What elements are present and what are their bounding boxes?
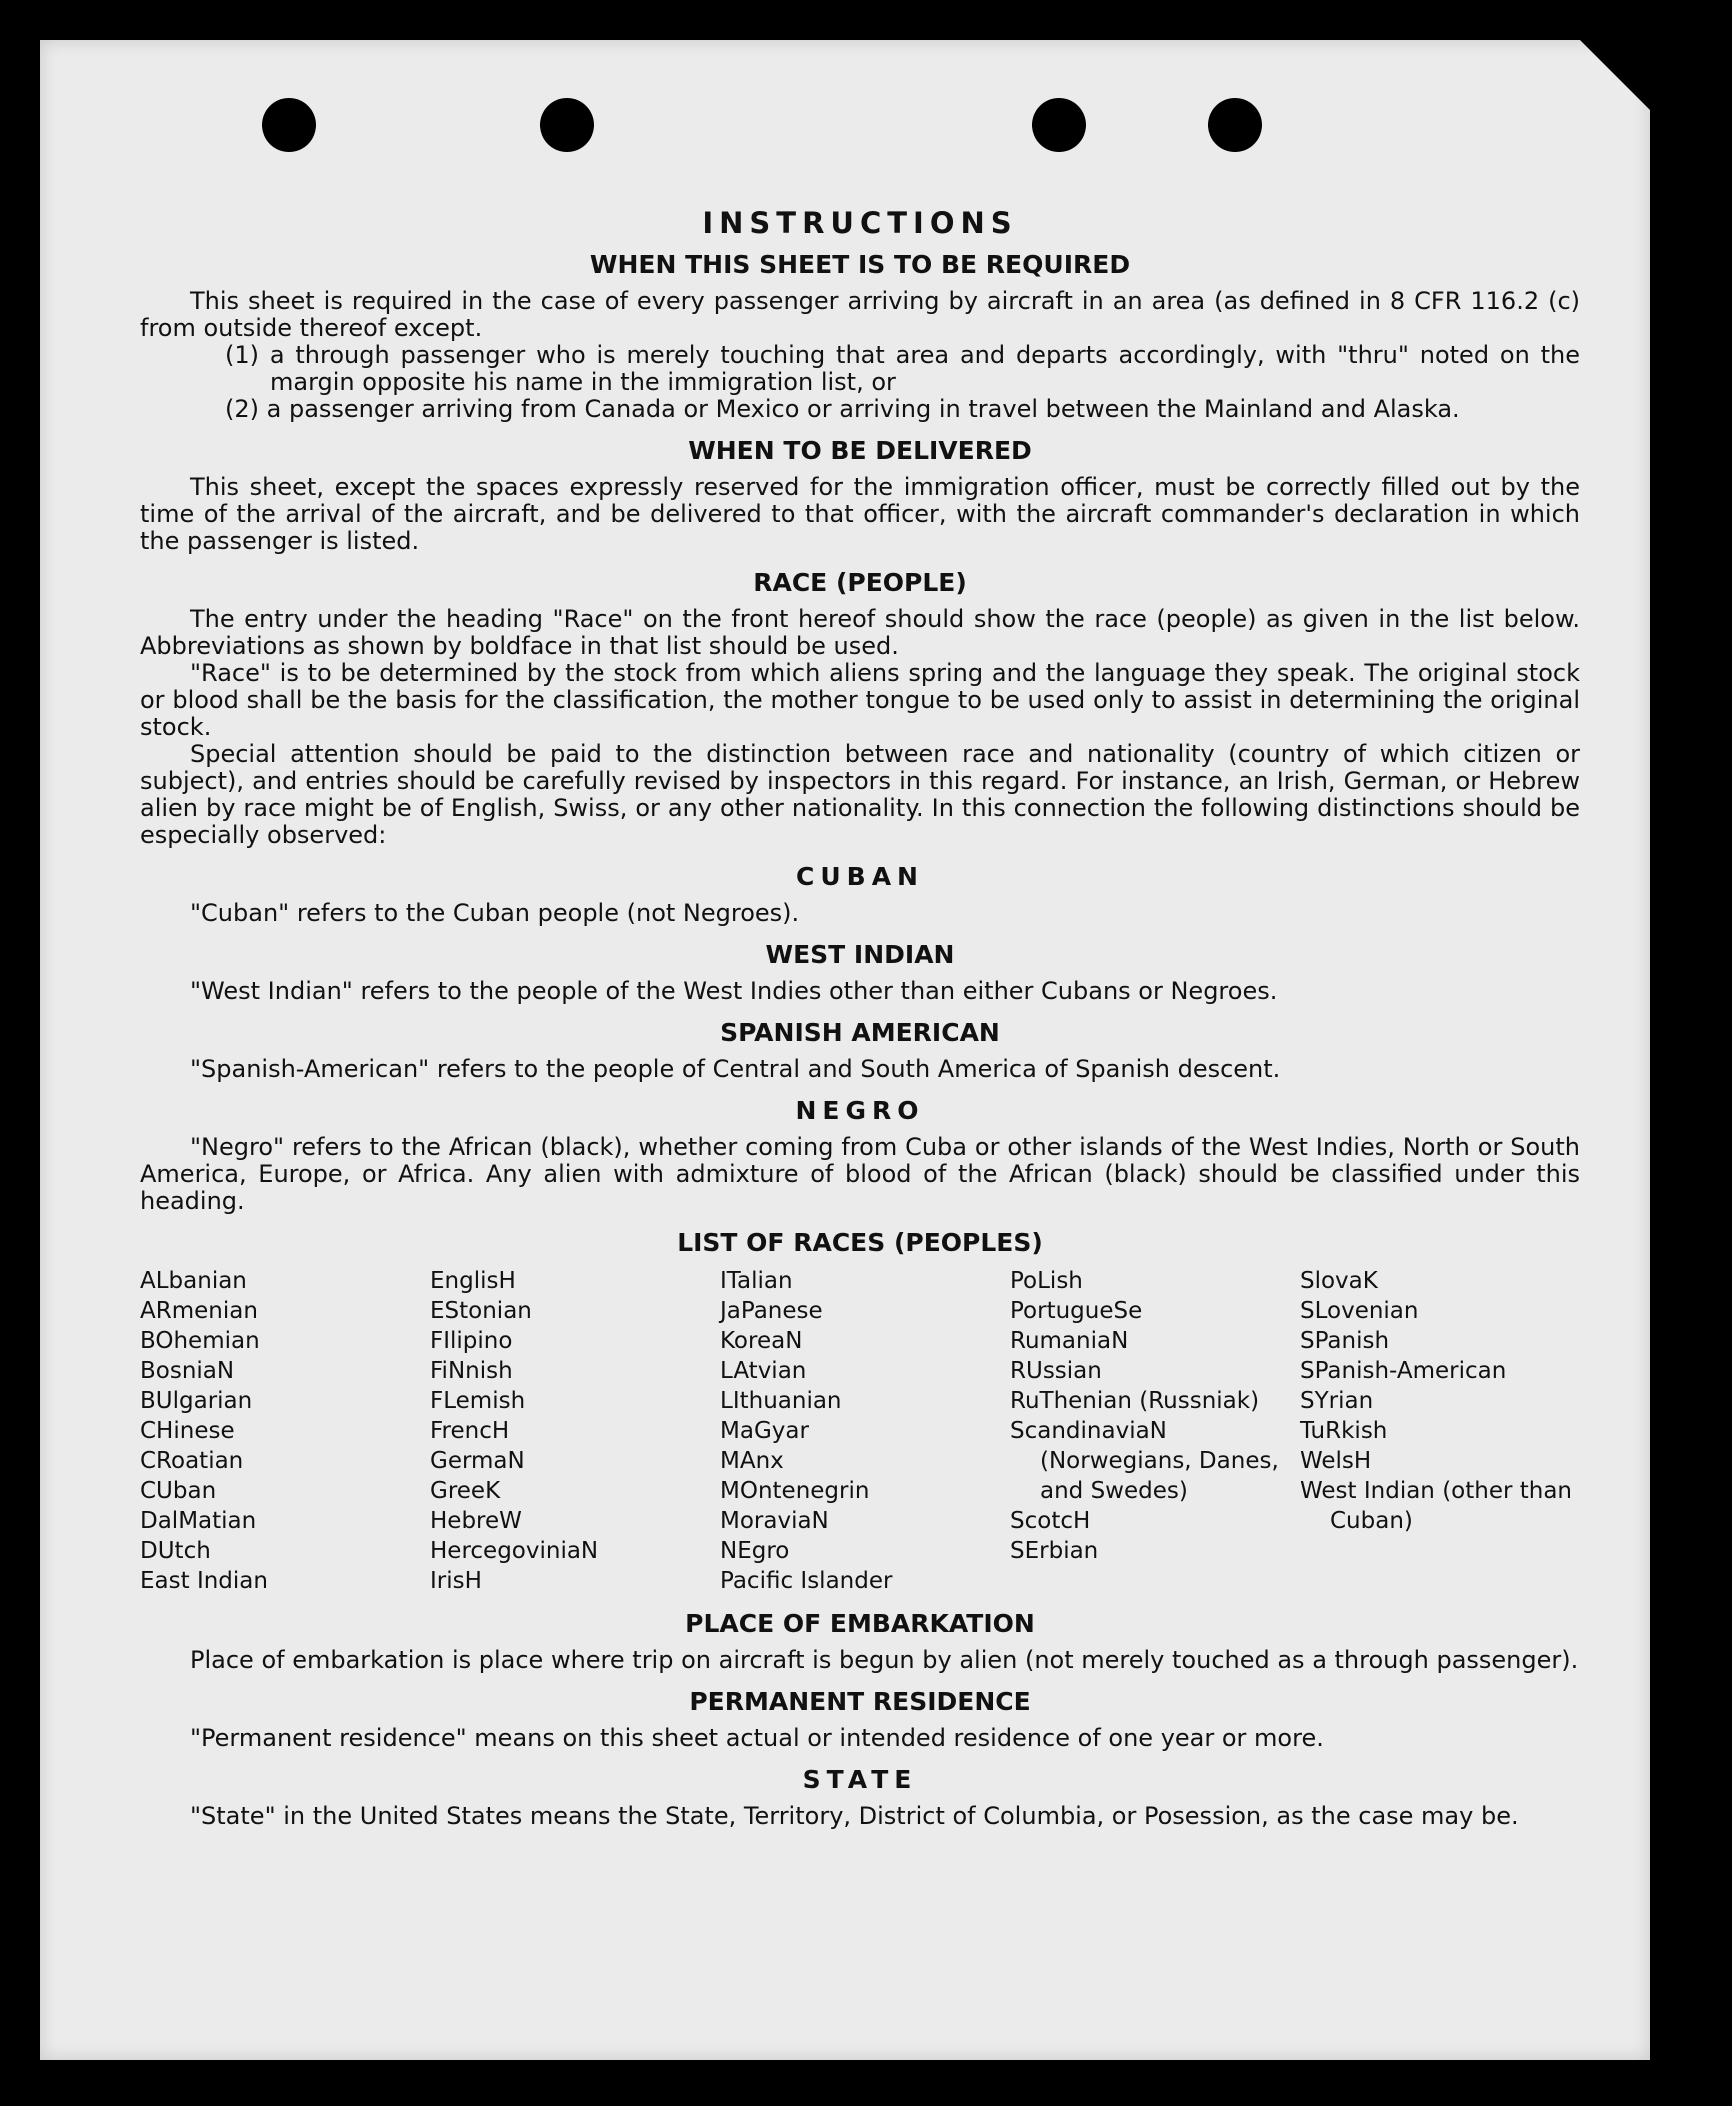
race-item: FrencH — [430, 1418, 510, 1444]
state-text: "State" in the United States means the State, Territory, District of Columbia, or Posession, as the case may be. — [190, 1802, 1519, 1830]
race-item: KoreaN — [720, 1328, 803, 1354]
embarkation-text: Place of embarkation is place where trip on aircraft is begun by alien (not merely touched as a through passenger). — [190, 1646, 1579, 1674]
heading-list-of-races: LIST OF RACES (PEOPLES) — [677, 1228, 1043, 1257]
cuban-text: "Cuban" refers to the Cuban people (not Negroes). — [190, 899, 800, 927]
race-item: East Indian — [140, 1568, 268, 1594]
heading-embarkation: PLACE OF EMBARKATION — [685, 1609, 1035, 1638]
race-item: MOntenegrin — [720, 1478, 870, 1504]
race-item: LIthuanian — [720, 1388, 842, 1414]
race-item: FiNnish — [430, 1358, 513, 1384]
race-item: JaPanese — [720, 1298, 823, 1324]
race-item: BOhemian — [140, 1328, 260, 1354]
race-item: GreeK — [430, 1478, 501, 1504]
race-paragraph-2: "Race" is to be determined by the stock from which aliens spring and the language they speak. The original stock or blood shall be the basis for the classification, the mother tongue to be used only to assist in determining the original stock. — [140, 659, 1580, 741]
race-item: DUtch — [140, 1538, 211, 1564]
race-item: WelsH — [1300, 1448, 1372, 1474]
heading-cuban: CUBAN — [796, 862, 924, 891]
race-column-3 — [720, 1266, 1000, 1596]
heading-negro: NEGRO — [795, 1096, 925, 1125]
heading-west-indian: WEST INDIAN — [765, 940, 955, 969]
race-item: TuRkish — [1300, 1418, 1388, 1444]
race-item: HebreW — [430, 1508, 522, 1534]
race-item: NEgro — [720, 1538, 790, 1564]
heading-delivered: WHEN TO BE DELIVERED — [688, 436, 1032, 465]
heading-state: STATE — [802, 1765, 918, 1794]
race-item: ScandinaviaN (Norwegians, Danes, and Swedes) — [1010, 1418, 1279, 1504]
race-item: EStonian — [430, 1298, 532, 1324]
race-paragraph-3: Special attention should be paid to the distinction between race and nationality (country of which citizen or subject), and entries should be carefully revised by inspectors in this regard. For instance, an Irish, German, or Hebrew alien by race might be of English, Swiss, or any other nationality. In this connection the following distinctions should be especially observed: — [140, 740, 1580, 849]
race-list — [140, 1266, 1580, 1596]
race-item: SlovaK — [1300, 1268, 1378, 1294]
race-column-1 — [140, 1266, 420, 1596]
required-intro: This sheet is required in the case of every passenger arriving by aircraft in an area (as defined in 8 CFR 116.2 (c) from outside thereof except. — [140, 287, 1580, 342]
race-column-4 — [1010, 1266, 1290, 1596]
race-item: ITalian — [720, 1268, 793, 1294]
required-item-2: (2) a passenger arriving from Canada or Mexico or arriving in travel between the Mainland and Alaska. — [225, 395, 1460, 423]
required-item-1: (1) a through passenger who is merely touching that area and departs accordingly, with "thru" noted on the margin opposite his name in the immigration list, or — [225, 341, 1580, 396]
race-item: PoLish — [1010, 1268, 1083, 1294]
race-item: West Indian (other than Cuban) — [1300, 1478, 1573, 1534]
race-item: RuThenian (Russniak) — [1010, 1388, 1260, 1414]
document-page — [40, 40, 1650, 2060]
punch-hole — [1208, 98, 1262, 152]
race-column-2 — [430, 1266, 710, 1596]
race-item: Pacific Islander — [720, 1568, 893, 1594]
race-item: EnglisH — [430, 1268, 516, 1294]
spanish-american-text: "Spanish-American" refers to the people of Central and South America of Spanish descent. — [190, 1055, 1281, 1083]
race-item: DalMatian — [140, 1508, 257, 1534]
permanent-residence-text: "Permanent residence" means on this sheet actual or intended residence of one year or more. — [190, 1724, 1324, 1752]
race-item: CRoatian — [140, 1448, 244, 1474]
race-column-5 — [1300, 1266, 1580, 1596]
race-item: LAtvian — [720, 1358, 807, 1384]
race-item: GermaN — [430, 1448, 525, 1474]
race-item: SPanish — [1300, 1328, 1390, 1354]
instructions-body — [140, 206, 1580, 1830]
race-item: MAnx — [720, 1448, 784, 1474]
race-item: BUlgarian — [140, 1388, 253, 1414]
race-item: MaGyar — [720, 1418, 809, 1444]
heading-permanent-residence: PERMANENT RESIDENCE — [689, 1687, 1031, 1716]
race-item: ALbanian — [140, 1268, 247, 1294]
race-item: RUssian — [1010, 1358, 1102, 1384]
torn-corner — [1580, 40, 1650, 110]
heading-required: WHEN THIS SHEET IS TO BE REQUIRED — [589, 250, 1131, 279]
race-item: FIlipino — [430, 1328, 513, 1354]
race-item: MoraviaN — [720, 1508, 829, 1534]
race-paragraph-1: The entry under the heading "Race" on the front hereof should show the race (people) as given in the list below. Abbreviations as shown by boldface in that list should be used. — [140, 605, 1580, 660]
race-item: ARmenian — [140, 1298, 258, 1324]
race-item: IrisH — [430, 1568, 482, 1594]
race-item: SErbian — [1010, 1538, 1099, 1564]
negro-text: "Negro" refers to the African (black), whether coming from Cuba or other islands of the West Indies, North or South America, Europe, or Africa. Any alien with admixture of blood of the African (black) should be classified under this heading. — [140, 1133, 1580, 1215]
west-indian-text: "West Indian" refers to the people of the West Indies other than either Cubans or Negroes. — [190, 977, 1278, 1005]
race-item: ScotcH — [1010, 1508, 1091, 1534]
race-item: BosniaN — [140, 1358, 235, 1384]
punch-hole — [262, 98, 316, 152]
race-item: SPanish-American — [1300, 1358, 1507, 1384]
race-item: SYrian — [1300, 1388, 1374, 1414]
race-item: HercegoviniaN — [430, 1538, 599, 1564]
race-item: FLemish — [430, 1388, 526, 1414]
heading-race: RACE (PEOPLE) — [753, 568, 967, 597]
race-item: RumaniaN — [1010, 1328, 1129, 1354]
delivered-text: This sheet, except the spaces expressly reserved for the immigration officer, must be correctly filled out by the time of the arrival of the aircraft, and be delivered to that officer, with the aircraft commander's declaration in which the passenger is listed. — [140, 473, 1580, 555]
race-item: SLovenian — [1300, 1298, 1419, 1324]
race-item: CHinese — [140, 1418, 235, 1444]
punch-hole — [1032, 98, 1086, 152]
race-item: PortugueSe — [1010, 1298, 1143, 1324]
page-title: INSTRUCTIONS — [702, 206, 1018, 240]
race-item: CUban — [140, 1478, 217, 1504]
heading-spanish-american: SPANISH AMERICAN — [720, 1018, 1000, 1047]
punch-hole — [540, 98, 594, 152]
